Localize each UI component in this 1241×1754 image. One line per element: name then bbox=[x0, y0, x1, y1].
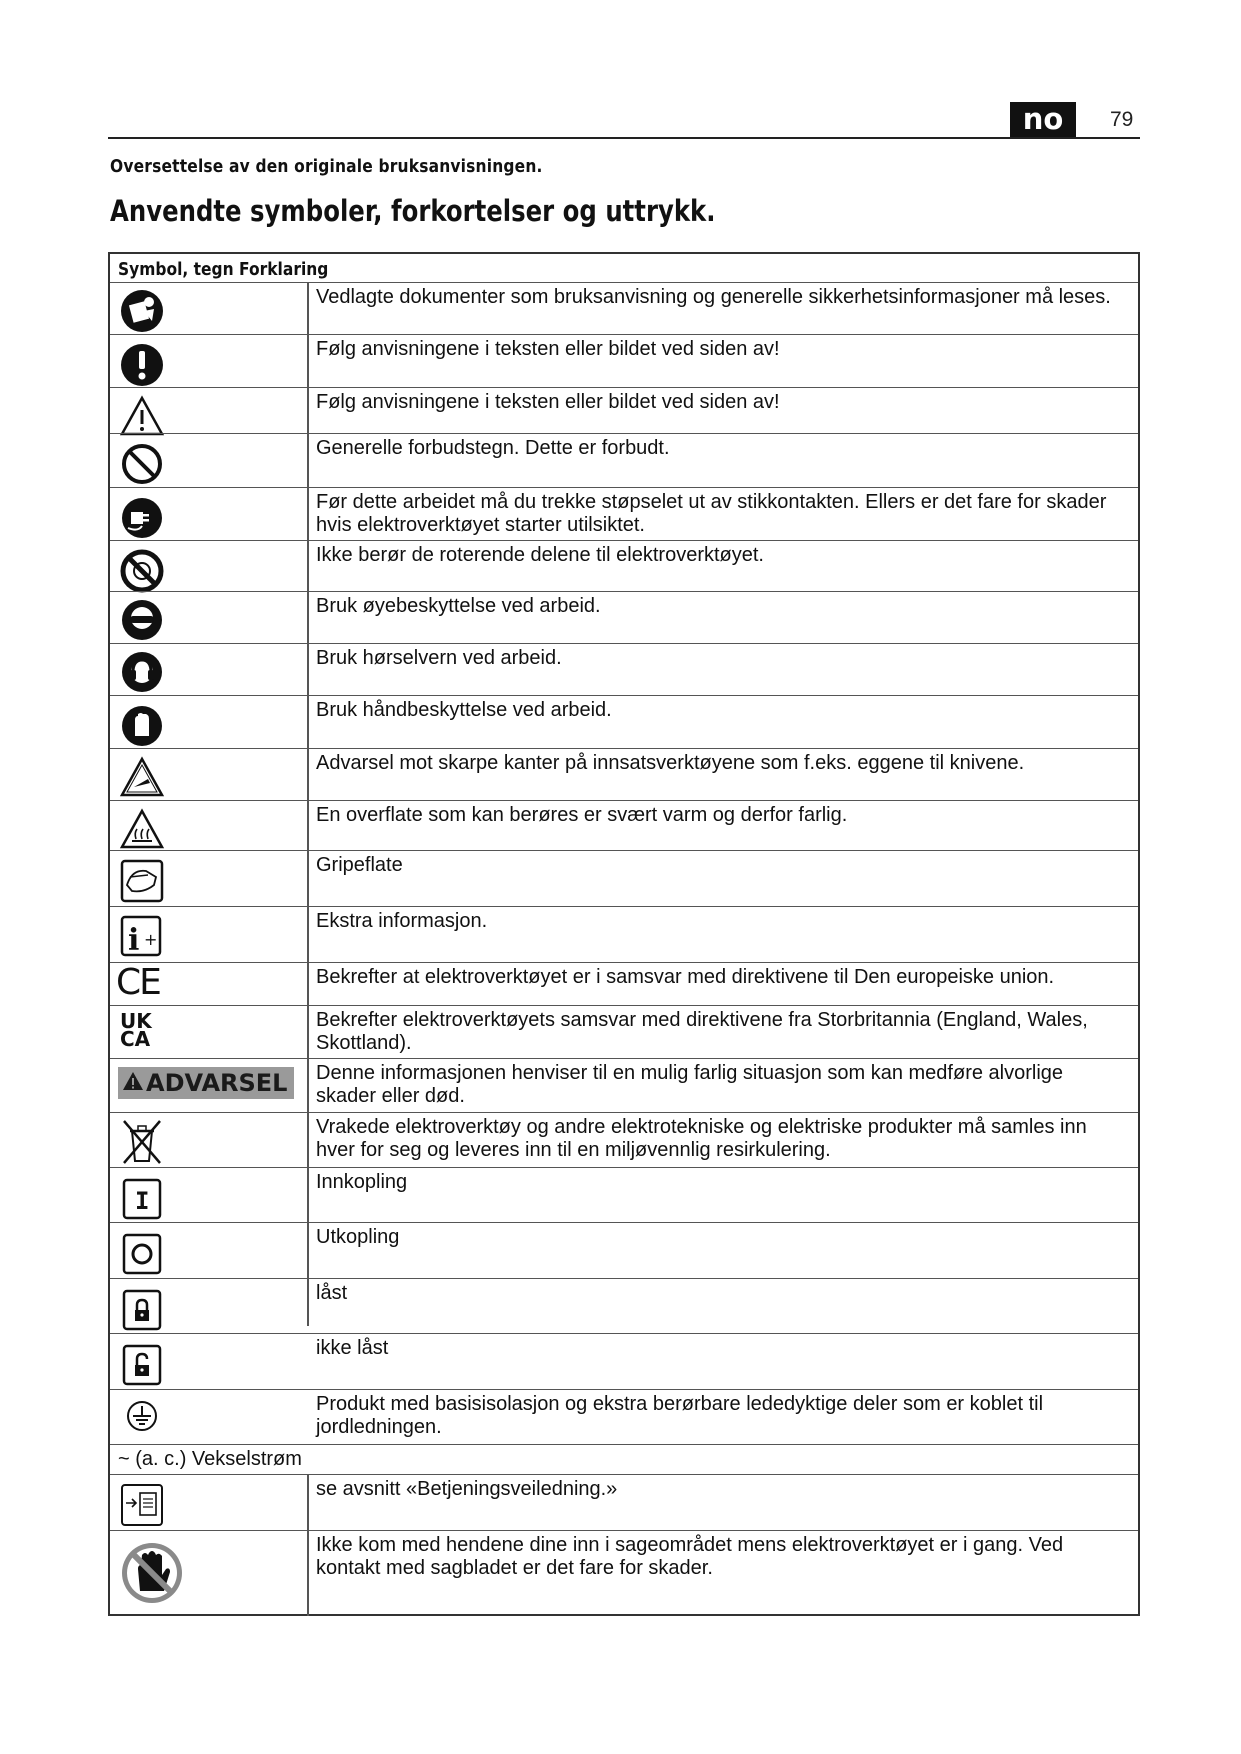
ukca-line-1: UK bbox=[120, 1009, 152, 1033]
ground-icon bbox=[118, 1394, 178, 1442]
table-row bbox=[110, 387, 1138, 434]
locked-icon bbox=[118, 1283, 178, 1331]
hot-surface-warning-icon bbox=[118, 805, 178, 853]
row-description: Bruk hørselvern ved arbeid. bbox=[316, 647, 562, 669]
row-description: Generelle forbudstegn. Dette er forbudt. bbox=[316, 437, 670, 459]
row-description: Denne informasjonen henviser til en mulig farlig situasjon som kan medføre alvorlige skader eller død. bbox=[316, 1062, 1064, 1107]
row-description: Ikke kom med hendene dine inn i sageområdet mens elektroverktøyet er i gang. Ved kontakt med sagbladet er det fare for skader. bbox=[316, 1534, 1064, 1579]
power-off-icon bbox=[118, 1227, 178, 1275]
row-description: Bruk håndbeskyttelse ved arbeid. bbox=[316, 699, 612, 721]
language-badge: no bbox=[1010, 102, 1076, 137]
table-header-label: Symbol, tegn Forklaring bbox=[118, 259, 329, 280]
row-description: Gripeflate bbox=[316, 854, 403, 876]
row-description: En overflate som kan berøres er svært varm og derfor farlig. bbox=[316, 804, 848, 826]
table-row bbox=[110, 1058, 1138, 1113]
table-row bbox=[110, 1333, 1138, 1390]
table-row bbox=[110, 1278, 1138, 1334]
unlocked-icon bbox=[118, 1338, 178, 1386]
table-row bbox=[110, 487, 1138, 541]
table-row bbox=[110, 695, 1138, 749]
page-title: Anvendte symboler, forkortelser og uttrykk. bbox=[110, 194, 716, 228]
row-description: Utkopling bbox=[316, 1226, 400, 1248]
table-row bbox=[110, 1005, 1138, 1059]
row-description: Før dette arbeidet må du trekke støpselet ut av stikkontakten. Ellers er det fare for skader hvis elektroverktøyet starter utilsiktet. bbox=[316, 491, 1107, 536]
table-row bbox=[110, 1530, 1138, 1617]
no-hands-saw-icon bbox=[118, 1535, 188, 1605]
table-row bbox=[110, 1474, 1138, 1531]
info-glyph: i bbox=[128, 923, 140, 958]
table-row bbox=[110, 540, 1138, 592]
ce-mark-icon: CE bbox=[116, 962, 160, 1003]
row-description: Bekrefter at elektroverktøyet er i samsvar med direktivene til Den europeiske union. bbox=[316, 966, 1055, 988]
table-row bbox=[110, 643, 1138, 696]
row-description: Bruk øyebeskyttelse ved arbeid. bbox=[316, 595, 601, 617]
prohibition-icon bbox=[118, 438, 178, 486]
row-description: ikke låst bbox=[316, 1337, 389, 1359]
row-description: Vedlagte dokumenter som bruksanvisning og generelle sikkerhetsinformasjoner må leses. bbox=[316, 286, 1111, 308]
warning-triangle-small-icon bbox=[122, 1067, 144, 1099]
table-row bbox=[110, 1389, 1138, 1445]
no-touch-rotating-icon bbox=[118, 545, 178, 593]
ukca-mark-icon bbox=[120, 1009, 152, 1051]
row-description: Produkt med basisisolasjon og ekstra berørbare lededyktige deler som er koblet til jordledningen. bbox=[316, 1393, 1044, 1438]
row-description: låst bbox=[316, 1282, 348, 1304]
row-description: Vrakede elektroverktøy og andre elektrotekniske og elektriske produkter må samles inn hver for seg og leveres inn til en miljøvennlig resirkulering. bbox=[316, 1116, 1087, 1161]
page-number: 79 bbox=[1110, 108, 1134, 131]
row-description: Ikke berør de roterende delene til elektroverktøyet. bbox=[316, 544, 764, 566]
table-row bbox=[110, 748, 1138, 801]
ac-current-label: ~ (a. c.) Vekselstrøm bbox=[118, 1448, 302, 1470]
info-plus-icon bbox=[118, 911, 178, 959]
eye-protection-icon bbox=[118, 596, 178, 644]
table-row bbox=[110, 1222, 1138, 1279]
advarsel-label-icon bbox=[118, 1067, 294, 1099]
unplug-icon bbox=[118, 492, 178, 540]
table-row bbox=[110, 1112, 1138, 1168]
svg-text:+: + bbox=[144, 930, 158, 949]
power-on-icon bbox=[118, 1172, 178, 1220]
table-row bbox=[110, 433, 1138, 488]
row-description: Følg anvisningene i teksten eller bildet ved siden av! bbox=[316, 338, 780, 360]
document-subtitle: Oversettelse av den originale bruksanvisningen. bbox=[110, 156, 543, 177]
table-row bbox=[110, 282, 1138, 335]
table-row bbox=[110, 1167, 1138, 1223]
see-manual-section-icon bbox=[118, 1479, 178, 1527]
row-description: Innkopling bbox=[316, 1171, 408, 1193]
hand-protection-icon bbox=[118, 700, 178, 748]
row-description: Ekstra informasjon. bbox=[316, 910, 488, 932]
row-description: Bekrefter elektroverktøyets samsvar med direktivene fra Storbritannia (England, Wales, Skottland). bbox=[316, 1009, 1088, 1054]
advarsel-label-text: ADVARSEL bbox=[146, 1069, 288, 1097]
ukca-line-2: CA bbox=[120, 1027, 151, 1051]
exclamation-icon bbox=[118, 339, 178, 387]
grip-surface-icon bbox=[118, 855, 178, 903]
table-row bbox=[110, 906, 1138, 963]
sharp-edges-warning-icon bbox=[118, 753, 178, 801]
table-row-ac bbox=[110, 1444, 1138, 1475]
table-header-row bbox=[110, 254, 1138, 282]
header-rule bbox=[108, 137, 1140, 139]
symbols-table bbox=[108, 252, 1140, 1616]
table-row bbox=[110, 962, 1138, 1006]
table-row bbox=[110, 334, 1138, 388]
row-description: Advarsel mot skarpe kanter på innsatsverktøyene som f.eks. eggene til knivene. bbox=[316, 752, 1025, 774]
table-row bbox=[110, 591, 1138, 644]
power-on-glyph: I bbox=[135, 1187, 150, 1215]
table-row bbox=[110, 850, 1138, 907]
row-description: Følg anvisningene i teksten eller bildet ved siden av! bbox=[316, 391, 780, 413]
weee-bin-icon bbox=[118, 1117, 178, 1165]
row-description: se avsnitt «Betjeningsveiledning.» bbox=[316, 1478, 618, 1500]
table-row bbox=[110, 800, 1138, 851]
read-manual-icon bbox=[118, 287, 178, 335]
ear-protection-icon bbox=[118, 648, 178, 696]
